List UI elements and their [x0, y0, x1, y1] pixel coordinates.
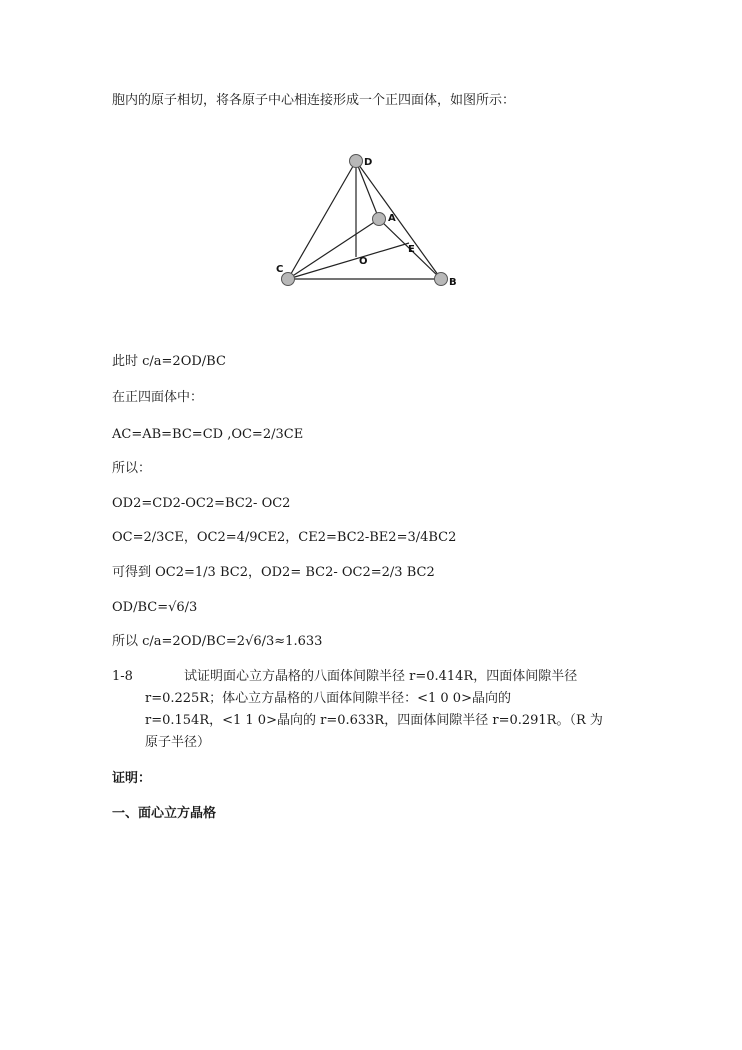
atom-c: [282, 273, 295, 286]
tetrahedron-line: 在正四面体中：: [112, 390, 204, 405]
problem-number: 1-8: [112, 669, 133, 684]
problem-1-8: [112, 666, 642, 756]
tetrahedron-figure: [260, 148, 470, 298]
ratio-line: 此时 c/a=2OD/BC: [112, 354, 226, 369]
problem-line-3: r=0.154R，<1 1 0>晶向的 r=0.633R，四面体间隙半径 r=0.291R。（R 为: [145, 713, 603, 728]
edge-db: [356, 161, 441, 279]
label-d: D: [364, 157, 373, 168]
problem-line-4: 原子半径）: [145, 735, 211, 750]
problem-line-1: 试证明面心立方晶格的八面体间隙半径 r=0.414R，四面体间隙半径: [184, 669, 578, 684]
edge-da: [356, 161, 379, 219]
atom-b: [435, 273, 448, 286]
derived-line: 可得到 OC2=1/3 BC2，OD2= BC2- OC2=2/3 BC2: [112, 565, 435, 580]
atom-d: [350, 155, 363, 168]
label-c: C: [276, 264, 284, 275]
intro-text: 胞内的原子相切，将各原子中心相连接形成一个正四面体，如图所示：: [112, 93, 516, 108]
label-a: A: [388, 213, 396, 224]
edge-ca: [288, 219, 379, 279]
label-e: E: [408, 244, 415, 255]
proof-heading: 证明：: [112, 771, 152, 786]
result-line: 所以 c/a=2OD/BC=2√6/3≈1.633: [112, 634, 323, 649]
edge-equality-line: AC=AB=BC=CD ,OC=2/3CE: [112, 427, 304, 442]
therefore-line: 所以：: [112, 461, 152, 476]
od-bc-line: OD/BC=√6/3: [112, 600, 198, 615]
atom-a: [373, 213, 386, 226]
problem-line-2: r=0.225R；体心立方晶格的八面体间隙半径：<1 0 0>晶向的: [145, 691, 511, 706]
od-squared-line: OD2=CD2-OC2=BC2- OC2: [112, 496, 291, 511]
label-o: O: [359, 256, 368, 267]
section-heading: 一、面心立方晶格: [112, 806, 217, 821]
label-b: B: [449, 277, 457, 288]
oc-relations-line: OC=2/3CE，OC2=4/9CE2，CE2=BC2-BE2=3/4BC2: [112, 530, 457, 545]
